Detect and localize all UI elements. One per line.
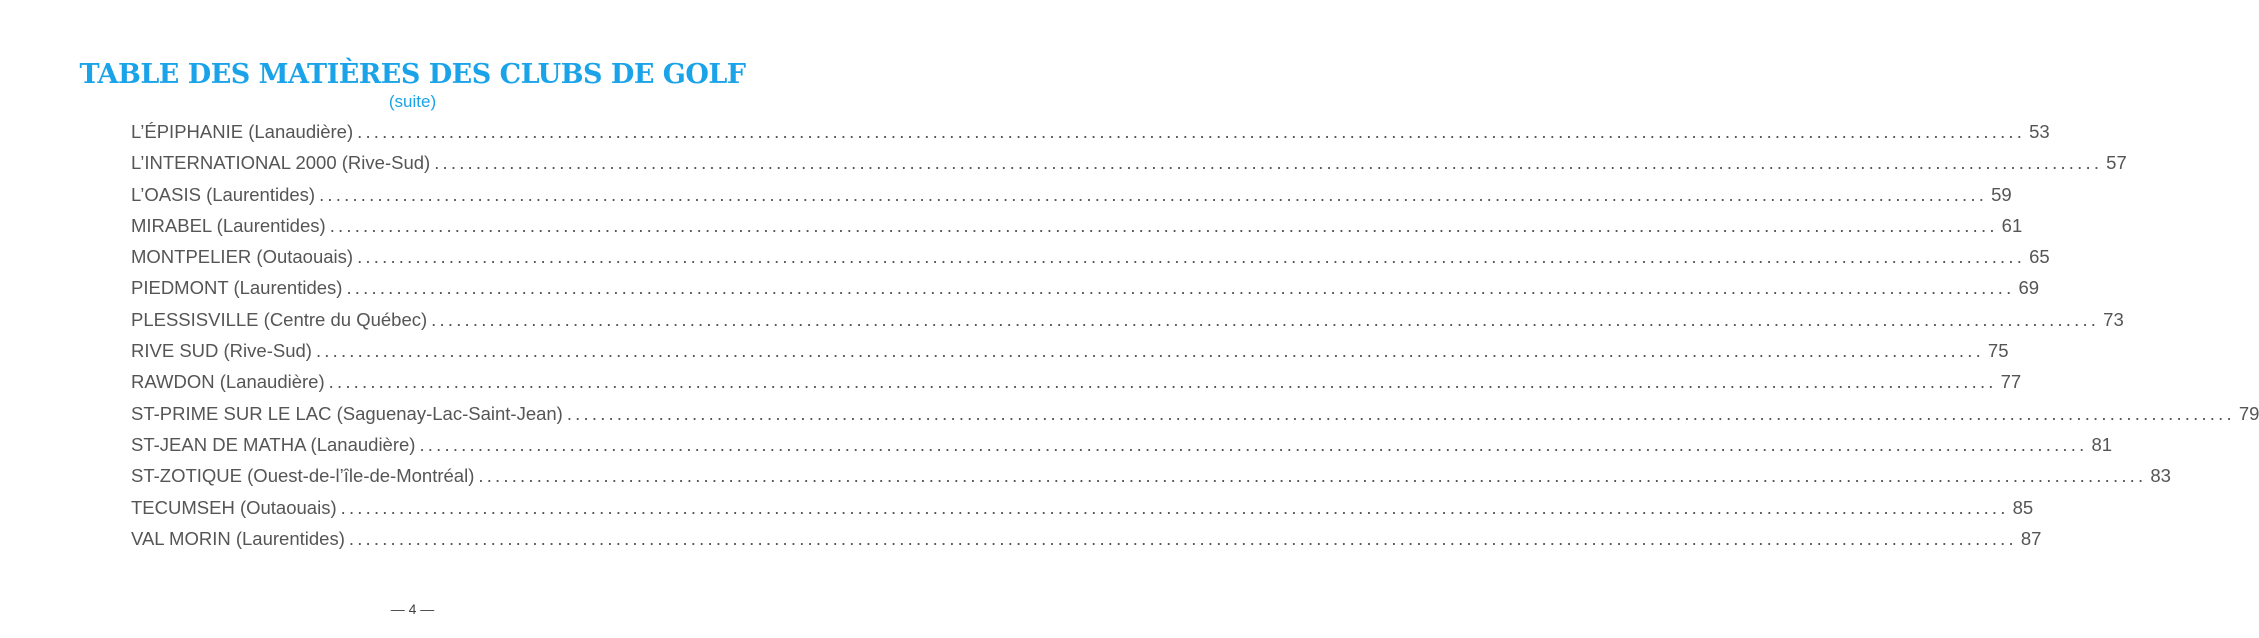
toc-entry-leader: ........................................................................................................................................................................................................ bbox=[329, 214, 1998, 236]
toc-entry-leader: ........................................................................................................................................................................................................ bbox=[340, 496, 2009, 518]
toc-entry-page: 77 bbox=[2000, 371, 2022, 393]
toc-entry-leader: ........................................................................................................................................................................................................ bbox=[566, 402, 2235, 424]
toc-entry-label: MONTPELIER (Outaouais) bbox=[131, 246, 354, 268]
toc-entry bbox=[131, 335, 2009, 366]
toc-entry-leader: ........................................................................................................................................................................................................ bbox=[431, 308, 2100, 330]
toc-entry-leader: ........................................................................................................................................................................................................ bbox=[346, 277, 2015, 299]
table-of-contents bbox=[131, 116, 2259, 554]
toc-entry bbox=[131, 116, 2050, 147]
toc-entry-page: 75 bbox=[1987, 340, 2009, 362]
toc-entry-leader: ........................................................................................................................................................................................................ bbox=[315, 340, 1984, 362]
toc-entry bbox=[131, 179, 2012, 210]
toc-entry-label: L’INTERNATIONAL 2000 (Rive-Sud) bbox=[131, 152, 431, 174]
toc-entry-page: 53 bbox=[2029, 121, 2050, 142]
toc-entry-page: 73 bbox=[2103, 308, 2124, 330]
toc-entry-label: ST-JEAN DE MATHA (Lanaudière) bbox=[131, 433, 416, 455]
toc-entry-label: ST-PRIME SUR LE LAC (Saguenay-Lac-Saint-Jean) bbox=[131, 402, 563, 424]
toc-entry-label: RIVE SUD (Rive-Sud) bbox=[131, 340, 312, 362]
toc-entry-page: 69 bbox=[2018, 277, 2040, 299]
page-title: TABLE DES MATIÈRES DES CLUBS DE GOLF bbox=[79, 59, 746, 90]
toc-entry bbox=[131, 210, 2023, 241]
toc-entry-page: 65 bbox=[2029, 246, 2050, 268]
toc-entry-page: 83 bbox=[2150, 465, 2171, 487]
toc-entry-leader: ........................................................................................................................................................................................................ bbox=[319, 183, 1988, 205]
toc-entry-label: VAL MORIN (Laurentides) bbox=[131, 527, 345, 549]
toc-entry bbox=[131, 304, 2124, 335]
toc-entry bbox=[131, 272, 2040, 303]
toc-entry bbox=[131, 398, 2259, 429]
toc-entry-page: 59 bbox=[1991, 183, 2012, 205]
toc-entry-page: 81 bbox=[2091, 433, 2113, 455]
toc-entry bbox=[131, 429, 2113, 460]
page-number: — 4 — bbox=[390, 601, 435, 617]
toc-entry bbox=[131, 147, 2127, 178]
toc-entry-label: ST-ZOTIQUE (Ouest-de-l’île-de-Montréal) bbox=[131, 465, 475, 487]
toc-entry bbox=[131, 492, 2034, 523]
toc-entry-page: 79 bbox=[2238, 402, 2259, 424]
toc-entry-page: 85 bbox=[2012, 496, 2034, 518]
toc-entry-page: 87 bbox=[2020, 527, 2042, 549]
toc-entry-leader: ........................................................................................................................................................................................................ bbox=[419, 433, 2088, 455]
toc-entry-label: MIRABEL (Laurentides) bbox=[131, 214, 326, 236]
toc-entry-label: PLESSISVILLE (Centre du Québec) bbox=[131, 308, 428, 330]
toc-entry-leader: ........................................................................................................................................................................................................ bbox=[434, 152, 2103, 174]
toc-entry-label: PIEDMONT (Laurentides) bbox=[131, 277, 343, 299]
toc-entry bbox=[131, 523, 2042, 554]
toc-entry-leader: ........................................................................................................................................................................................................ bbox=[357, 246, 2026, 268]
toc-entry bbox=[131, 460, 2171, 491]
toc-entry-label: TECUMSEH (Outaouais) bbox=[131, 496, 337, 518]
toc-entry-leader: ........................................................................................................................................................................................................ bbox=[328, 371, 1997, 393]
toc-entry-leader: ........................................................................................................................................................................................................ bbox=[348, 527, 2017, 549]
toc-entry-label: L’OASIS (Laurentides) bbox=[131, 183, 316, 205]
toc-entry-leader: ........................................................................................................................................................................................................ bbox=[478, 465, 2147, 487]
toc-entry-page: 57 bbox=[2106, 152, 2127, 174]
toc-entry-leader: ........................................................................................................................................................................................................ bbox=[357, 121, 2026, 142]
toc-entry bbox=[131, 366, 2022, 397]
page-subtitle: (suite) bbox=[388, 92, 437, 111]
toc-entry-label: RAWDON (Lanaudière) bbox=[131, 371, 325, 393]
toc-entry-label: L’ÉPIPHANIE (Lanaudière) bbox=[131, 121, 354, 142]
toc-entry-page: 61 bbox=[2001, 214, 2023, 236]
toc-entry bbox=[131, 241, 2050, 272]
